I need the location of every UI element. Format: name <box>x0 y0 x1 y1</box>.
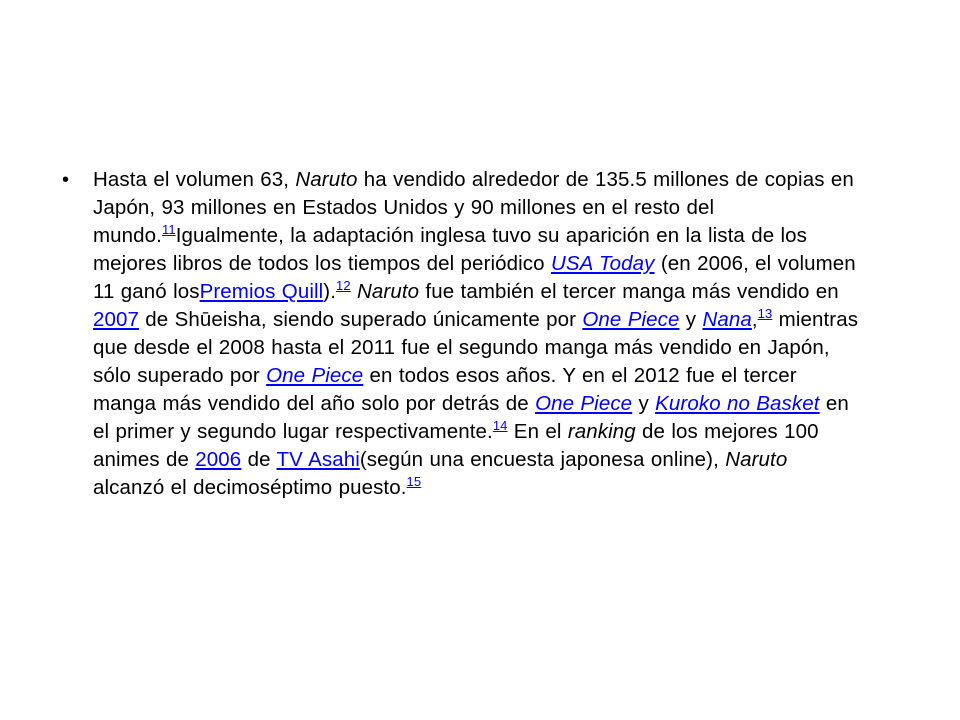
footnote-link-15[interactable]: 15 <box>406 474 422 489</box>
link-usa-today[interactable]: USA Today <box>550 252 655 275</box>
title-naruto: Naruto <box>725 448 788 471</box>
text-run: en todos esos años. Y en el 2012 fue el tercer manga más vendido del año solo por detrás de <box>93 364 797 415</box>
footnote-ref-14 <box>493 418 508 433</box>
text-run: ). <box>323 280 337 303</box>
text-run: Hasta el volumen 63, <box>93 168 296 191</box>
footnote-link-14[interactable]: 14 <box>492 418 508 433</box>
text-run: (según una encuesta japonesa online), <box>359 448 726 471</box>
footnote-ref-15 <box>407 474 422 489</box>
footnote-link-11[interactable]: 11 <box>161 222 176 237</box>
footnote-ref-13 <box>758 306 773 321</box>
link-2007[interactable]: 2007 <box>93 308 140 331</box>
text-run: y <box>679 308 703 331</box>
footnote-ref-11 <box>162 222 176 237</box>
title-naruto: Naruto <box>357 280 420 303</box>
footnote-link-12[interactable]: 12 <box>336 278 351 293</box>
footnote-link-13[interactable]: 13 <box>757 306 773 321</box>
text-run: alcanzó el decimoséptimo puesto. <box>93 476 407 499</box>
link-one-piece[interactable]: One Piece <box>266 364 364 387</box>
text-run: En el <box>507 420 568 443</box>
word-ranking: ranking <box>567 420 636 443</box>
text-run: de Shūeisha, siendo superado únicamente por <box>139 308 583 331</box>
link-kuroko-no-basket[interactable]: Kuroko no Basket <box>655 392 820 415</box>
text-run: ha vendido alrededor de 135.5 millones de copias en Japón, 93 millones en Estados Unidos y 90 millones en el resto del mundo. <box>93 168 854 247</box>
text-run: de <box>241 448 277 471</box>
footnote-ref-12 <box>336 278 351 293</box>
text-run: de los mejores 100 animes de <box>93 420 819 471</box>
link-one-piece[interactable]: One Piece <box>535 392 633 415</box>
text-run: Igualmente, la adaptación inglesa tuvo su aparición en la lista de los mejores libros de todos los tiempos del periódico <box>93 224 808 275</box>
link-one-piece[interactable]: One Piece <box>582 308 680 331</box>
bullet-dot: • <box>62 169 70 191</box>
link-premios-quill[interactable]: Premios Quill <box>199 280 324 303</box>
link-tv-asahi[interactable]: TV Asahi <box>276 448 360 471</box>
link-nana[interactable]: Nana <box>702 308 752 331</box>
text-run: , <box>751 308 758 331</box>
link-2006[interactable]: 2006 <box>195 448 242 471</box>
text-run: y <box>632 392 656 415</box>
text-run: fue también el tercer manga más vendido en <box>419 280 839 303</box>
text-run: (en 2006, el volumen 11 ganó los <box>93 252 856 303</box>
text-run: mientras que desde el 2008 hasta el 2011 fue el segundo manga más vendido en Japón, sólo superado por <box>93 308 859 387</box>
bullet-paragraph <box>93 166 863 502</box>
text-run: en el primer y segundo lugar respectivamente. <box>93 392 849 443</box>
title-naruto: Naruto <box>295 168 358 191</box>
